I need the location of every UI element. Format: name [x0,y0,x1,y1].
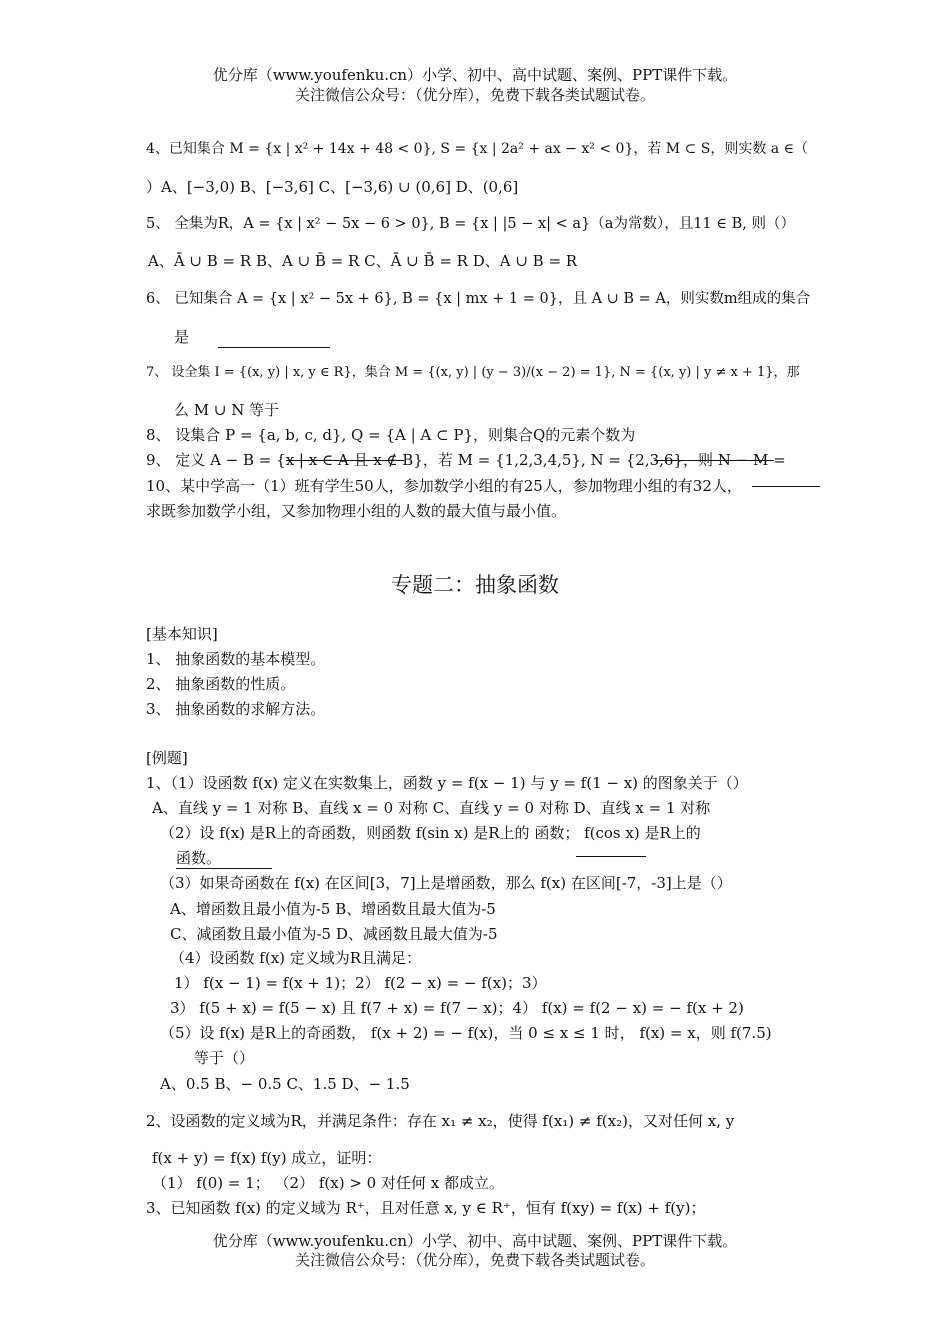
example-1-part-4: （4）设函数 f(x) 定义域为R且满足： [170,949,422,967]
example-2-line-2: f(x + y) = f(x) f(y) 成立，证明： [152,1149,382,1167]
example-1-part-1-options: A、直线 y = 1 对称 B、直线 x = 0 对称 C、直线 y = 0 对称 D、直线 x = 1 对称 [152,799,711,817]
q9: 9、 定义 A − B = {x | x ∈ A 且 x ∉ B}，若 M = {1,2,3,4,5}, N = {2,3,6}，则 N − M = [146,451,786,469]
example-3-line-1: 3、已知函数 f(x) 的定义域为 R⁺，且对任意 x, y ∈ R⁺，恒有 f(xy) = f(x) + f(y)； [146,1199,706,1217]
section-title: 专题二：抽象函数 [391,573,559,597]
header-line-1: 优分库（www.youfenku.cn）小学、初中、高中试题、案例、PPT课件下载。 [212,66,738,84]
q9-strike-2 [654,460,774,461]
example-1-part-5-options: A、0.5 B、− 0.5 C、1.5 D、− 1.5 [160,1075,410,1093]
q10-strike [752,486,820,487]
basics-item-2: 2、 抽象函数的性质。 [146,675,296,693]
examples-heading: [例题] [146,749,188,767]
basics-item-3: 3、 抽象函数的求解方法。 [146,700,326,718]
basics-item-1: 1、 抽象函数的基本模型。 [146,650,326,668]
q6-answer-blank [218,347,330,348]
example-1-part-1: 1、（1）设函数 f(x) 定义在实数集上，函数 y = f(x − 1) 与 y = f(1 − x) 的图象关于（） [146,774,748,792]
example-2-line-3: （1） f(0) = 1； （2） f(x) > 0 对任何 x 都成立。 [152,1174,504,1192]
example-2-line-1: 2、设函数的定义域为R，并满足条件：存在 x₁ ≠ x₂，使得 f(x₁) ≠ f(x₂)，又对任何 x, y [146,1112,735,1130]
example-1-part-2-line-2: 函数。 [176,849,222,867]
example-1-part-4-b: 3） f(5 + x) = f(5 − x) 且 f(7 + x) = f(7 − x)；4） f(x) = f(2 − x) = − f(x + 2) [170,999,744,1017]
q10-line-1: 10、某中学高一（1）班有学生50人，参加数学小组的有25人，参加物理小组的有32人， [146,477,742,495]
q5-line-2: A、Ā ∪ B = R B、A ∪ B̄ = R C、Ā ∪ B̄ = R D、A ∪ B = R [148,252,578,270]
example-1-part-5-line-1: （5）设 f(x) 是R上的奇函数， f(x + 2) = − f(x)，当 0 ≤ x ≤ 1 时， f(x) = x，则 f(7.5) [160,1024,772,1042]
example-1-part-2-blank-1 [176,868,272,869]
example-1-part-2-line-1: （2）设 f(x) 是R上的奇函数，则函数 f(sin x) 是R上的 函数； f(cos x) 是R上的 [160,824,701,842]
q7-line-1: 7、 设全集 I = {(x, y) | x, y ∈ R}，集合 M = {(x, y) | (y − 3)/(x − 2) = 1}, N = {(x, y) | y ≠ x + 1}，那 [146,365,800,380]
q6-line-2: 是 [174,328,190,346]
example-1-part-3-options-ab: A、增函数且最小值为-5 B、增函数且最大值为-5 [170,900,496,918]
q9-strike-1 [286,460,404,461]
q7-line-2: 么 M ∪ N 等于 [174,401,280,419]
footer-line-2: 关注微信公众号：（优分库），免费下载各类试题试卷。 [294,1251,655,1269]
example-1-part-2-blank-2 [576,856,646,857]
example-1-part-3: （3）如果奇函数在 f(x) 在区间[3，7]上是增函数，那么 f(x) 在区间[-7，-3]上是（） [160,874,732,892]
q10-line-2: 求既参加数学小组，又参加物理小组的人数的最大值与最小值。 [146,502,567,520]
q6-line-1: 6、 已知集合 A = {x | x² − 5x + 6}, B = {x | mx + 1 = 0}，且 A ∪ B = A，则实数m组成的集合 [146,291,811,307]
example-1-part-3-options-cd: C、减函数且最小值为-5 D、减函数且最大值为-5 [170,925,498,943]
q8: 8、 设集合 P = {a, b, c, d}, Q = {A | A ⊂ P}，则集合Q的元素个数为 [146,426,636,444]
q5-line-1: 5、 全集为R，A = {x | x² − 5x − 6 > 0}, B = {x | |5 − x| < a}（a为常数），且11 ∈ B, 则（） [146,216,795,232]
header-line-2: 关注微信公众号：（优分库），免费下载各类试题试卷。 [294,86,655,104]
example-1-part-4-a: 1） f(x − 1) = f(x + 1)；2） f(2 − x) = − f(x)；3） [174,974,547,992]
q4-line-2: ）A、[−3,0) B、[−3,6] C、[−3,6) ∪ (0,6] D、(0,6] [146,178,519,196]
q4-line-1: 4、已知集合 M = {x | x² + 14x + 48 < 0}, S = {x | 2a² + ax − x² < 0}，若 M ⊂ S，则实数 a ∈（ [146,141,808,157]
footer-line-1: 优分库（www.youfenku.cn）小学、初中、高中试题、案例、PPT课件下载。 [212,1232,738,1250]
basics-heading: [基本知识] [146,625,218,643]
example-1-part-5-line-2: 等于（） [194,1049,255,1067]
